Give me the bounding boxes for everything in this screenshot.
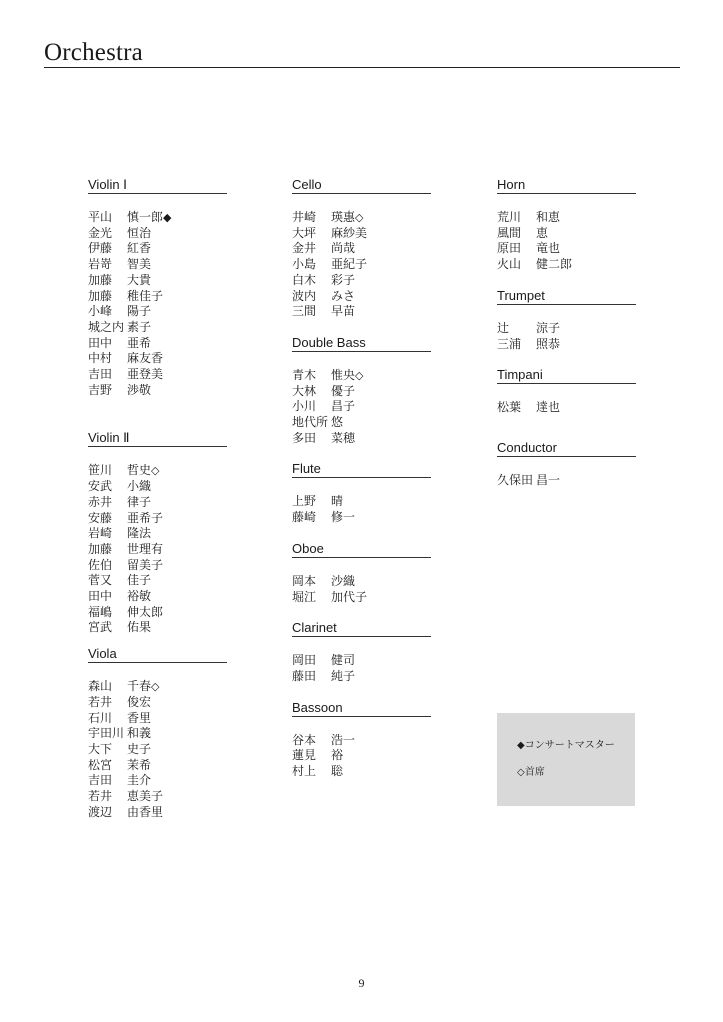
member-given-name: 麻友香	[127, 351, 164, 366]
member-list	[497, 210, 636, 273]
member-surname: 井崎	[292, 210, 317, 224]
concertmaster-mark: ◆	[163, 211, 172, 224]
member-given-name: 聡	[331, 764, 344, 779]
member-list	[292, 733, 431, 780]
member-row	[292, 289, 431, 305]
member-given-name: 慎一郎	[127, 210, 164, 224]
member-given-name: 陽子	[127, 304, 152, 319]
section-2	[88, 646, 227, 820]
member-surname: 荒川	[497, 210, 522, 224]
member-given-name: 史子	[127, 741, 152, 756]
member-surname: 谷本	[292, 732, 317, 747]
member-list	[292, 653, 431, 684]
member-row	[88, 479, 227, 495]
member-given-name: 照恭	[536, 336, 561, 351]
member-row	[88, 711, 227, 727]
section-1	[292, 335, 431, 447]
member-given-name: 茉希	[127, 757, 152, 772]
member-given-name: 竜也	[536, 241, 561, 256]
member-surname: 上野	[292, 494, 317, 509]
section-heading: Double Bass	[292, 335, 431, 352]
member-given-name: 裕	[331, 748, 344, 763]
section-heading: Bassoon	[292, 700, 431, 717]
section-0	[497, 177, 636, 273]
member-surname: 田中	[88, 335, 113, 350]
member-row	[88, 304, 227, 320]
member-surname: 岩崎	[88, 526, 113, 541]
member-given-name: 惟央	[331, 367, 356, 382]
section-heading: Trumpet	[497, 288, 636, 305]
member-surname: 森山	[88, 679, 113, 694]
member-surname: 安藤	[88, 510, 113, 525]
member-row	[88, 210, 227, 226]
member-surname: 村上	[292, 764, 317, 779]
member-row	[88, 257, 227, 273]
member-row	[292, 415, 431, 431]
member-given-name: 早苗	[331, 304, 356, 319]
section-heading: Flute	[292, 461, 431, 478]
member-given-name: 達也	[536, 400, 561, 415]
member-surname: 風間	[497, 225, 522, 240]
member-surname: 城之内	[88, 319, 125, 334]
member-surname: 松葉	[497, 400, 522, 415]
member-surname: 福嶋	[88, 604, 113, 619]
section-heading: Conductor	[497, 440, 636, 457]
member-list	[88, 210, 227, 398]
member-surname: 若井	[88, 789, 113, 804]
member-given-name: 和恵	[536, 210, 561, 224]
member-row	[497, 210, 636, 226]
member-surname: 吉田	[88, 367, 113, 382]
member-row	[88, 526, 227, 542]
member-row	[292, 210, 431, 226]
member-surname: 多田	[292, 430, 317, 445]
member-given-name: 修一	[331, 510, 356, 525]
member-row	[88, 336, 227, 352]
member-row	[292, 273, 431, 289]
section-2	[292, 461, 431, 525]
member-given-name: 素子	[127, 319, 152, 334]
member-given-name: 佑果	[127, 620, 152, 635]
member-given-name: 律子	[127, 494, 152, 509]
member-given-name: 由香里	[127, 804, 164, 819]
member-given-name: 昌子	[331, 399, 356, 414]
member-row	[88, 367, 227, 383]
member-given-name: 涼子	[536, 320, 561, 335]
member-given-name: 純子	[331, 668, 356, 683]
member-surname: 辻	[497, 320, 510, 335]
section-4	[292, 620, 431, 684]
section-heading: Timpani	[497, 367, 636, 384]
member-row	[88, 695, 227, 711]
member-surname: 松宮	[88, 757, 113, 772]
section-1	[497, 288, 636, 352]
member-surname: 笹川	[88, 463, 113, 478]
member-given-name: 渉敬	[127, 382, 152, 397]
member-given-name: 哲史	[127, 463, 152, 478]
member-surname: 吉野	[88, 382, 113, 397]
member-row	[88, 511, 227, 527]
member-given-name: 加代子	[331, 589, 368, 604]
member-given-name: 麻紗美	[331, 225, 368, 240]
member-surname: 田中	[88, 589, 113, 604]
member-given-name: 健二郎	[536, 257, 573, 272]
member-surname: 伊藤	[88, 241, 113, 256]
member-row	[88, 558, 227, 574]
member-list	[497, 400, 636, 416]
member-row	[497, 226, 636, 242]
member-surname: 中村	[88, 351, 113, 366]
member-row	[292, 384, 431, 400]
member-surname: 渡辺	[88, 804, 113, 819]
column-strings	[88, 177, 227, 821]
member-given-name: 亜紀子	[331, 257, 368, 272]
member-given-name: 俊宏	[127, 694, 152, 709]
member-row	[292, 368, 431, 384]
member-surname: 久保田	[497, 472, 534, 487]
member-row	[88, 620, 227, 636]
member-given-name: 亜希子	[127, 510, 164, 525]
member-row	[497, 257, 636, 273]
member-given-name: 世理有	[127, 541, 164, 556]
member-given-name: 亜登美	[127, 367, 164, 382]
member-surname: 金井	[292, 241, 317, 256]
member-given-name: 千春	[127, 679, 152, 694]
member-row	[292, 748, 431, 764]
member-given-name: 彩子	[331, 272, 356, 287]
member-surname: 菅又	[88, 573, 113, 588]
member-given-name: 和義	[127, 726, 152, 741]
section-5	[292, 700, 431, 780]
member-row	[88, 789, 227, 805]
member-row	[292, 494, 431, 510]
member-row	[292, 764, 431, 780]
member-surname: 堀江	[292, 589, 317, 604]
member-given-name: 小織	[127, 479, 152, 494]
member-row	[292, 304, 431, 320]
column-brass-percussion-conductor	[497, 177, 636, 489]
member-row	[292, 653, 431, 669]
member-surname: 金光	[88, 225, 113, 240]
section-heading: Cello	[292, 177, 431, 194]
member-row	[88, 495, 227, 511]
member-row	[497, 473, 636, 489]
member-surname: 赤井	[88, 494, 113, 509]
page-number: 9	[358, 976, 365, 990]
section-heading: Violin Ⅰ	[88, 177, 227, 194]
member-surname: 蓮見	[292, 748, 317, 763]
member-surname: 原田	[497, 241, 522, 256]
member-list	[88, 463, 227, 636]
member-row	[88, 589, 227, 605]
legend-concertmaster: ◆コンサートマスター	[517, 740, 615, 751]
member-row	[292, 257, 431, 273]
member-surname: 岩嵜	[88, 257, 113, 272]
section-3	[292, 541, 431, 605]
member-surname: 大坪	[292, 225, 317, 240]
member-row	[88, 758, 227, 774]
member-given-name: 稚佳子	[127, 288, 164, 303]
member-given-name: みさ	[331, 288, 356, 303]
member-given-name: 香里	[127, 710, 152, 725]
member-row	[88, 773, 227, 789]
member-row	[292, 399, 431, 415]
member-list	[292, 368, 431, 447]
section-heading: Viola	[88, 646, 227, 663]
member-list	[88, 679, 227, 820]
member-surname: 青木	[292, 367, 317, 382]
column-low-strings-woodwinds	[292, 177, 431, 780]
member-given-name: 瑛惠	[331, 210, 356, 224]
legend-principal: ◇首席	[517, 767, 545, 778]
member-surname: 小川	[292, 399, 317, 414]
member-row	[88, 241, 227, 257]
member-surname: 波内	[292, 288, 317, 303]
member-row	[88, 351, 227, 367]
member-surname: 加藤	[88, 272, 113, 287]
title-divider	[44, 67, 680, 68]
legend-box	[497, 713, 635, 806]
page-title: Orchestra	[44, 39, 143, 66]
principal-mark: ◇	[355, 368, 364, 382]
member-row	[88, 726, 227, 742]
member-row	[88, 226, 227, 242]
principal-mark: ◇	[151, 680, 160, 694]
member-row	[88, 605, 227, 621]
member-surname: 火山	[497, 257, 522, 272]
member-given-name: 晴	[331, 494, 344, 509]
member-surname: 平山	[88, 210, 113, 224]
member-given-name: 健司	[331, 653, 356, 668]
member-row	[292, 733, 431, 749]
member-row	[88, 679, 227, 695]
section-0	[292, 177, 431, 320]
member-given-name: 隆法	[127, 526, 152, 541]
section-heading: Oboe	[292, 541, 431, 558]
member-surname: 加藤	[88, 541, 113, 556]
member-row	[292, 241, 431, 257]
member-given-name: 紅香	[127, 241, 152, 256]
member-surname: 安武	[88, 479, 113, 494]
member-given-name: 恵	[536, 225, 549, 240]
member-surname: 宮武	[88, 620, 113, 635]
member-row	[88, 383, 227, 399]
member-given-name: 裕敏	[127, 589, 152, 604]
member-row	[497, 321, 636, 337]
member-surname: 三間	[292, 304, 317, 319]
member-given-name: 留美子	[127, 557, 164, 572]
member-row	[497, 241, 636, 257]
principal-mark: ◇	[355, 211, 364, 224]
member-surname: 岡本	[292, 573, 317, 588]
member-surname: 宇田川	[88, 726, 125, 741]
member-surname: 地代所	[292, 415, 329, 430]
section-2	[497, 367, 636, 416]
member-list	[497, 473, 636, 489]
member-row	[497, 337, 636, 353]
member-row	[88, 320, 227, 336]
member-surname: 小島	[292, 257, 317, 272]
member-given-name: 伸太郎	[127, 604, 164, 619]
member-given-name: 恵美子	[127, 789, 164, 804]
member-surname: 若井	[88, 694, 113, 709]
member-surname: 三浦	[497, 336, 522, 351]
member-given-name: 菜穂	[331, 430, 356, 445]
member-given-name: 浩一	[331, 732, 356, 747]
member-row	[88, 742, 227, 758]
member-surname: 大林	[292, 383, 317, 398]
member-given-name: 亜希	[127, 335, 152, 350]
member-given-name: 大貴	[127, 272, 152, 287]
member-surname: 吉田	[88, 773, 113, 788]
member-given-name: 優子	[331, 383, 356, 398]
section-heading: Clarinet	[292, 620, 431, 637]
member-row	[88, 542, 227, 558]
member-given-name: 尚哉	[331, 241, 356, 256]
member-surname: 白木	[292, 272, 317, 287]
member-row	[292, 590, 431, 606]
member-surname: 佐伯	[88, 557, 113, 572]
member-surname: 加藤	[88, 288, 113, 303]
member-row	[88, 805, 227, 821]
member-given-name: 悠	[331, 415, 344, 430]
member-given-name: 沙織	[331, 573, 356, 588]
member-given-name: 昌一	[536, 472, 561, 487]
section-heading: Violin Ⅱ	[88, 430, 227, 447]
member-list	[292, 210, 431, 320]
member-row	[497, 400, 636, 416]
member-list	[497, 321, 636, 352]
member-surname: 藤崎	[292, 510, 317, 525]
member-surname: 小峰	[88, 304, 113, 319]
member-list	[292, 494, 431, 525]
member-given-name: 智美	[127, 257, 152, 272]
member-row	[88, 273, 227, 289]
member-given-name: 恒治	[127, 225, 152, 240]
member-surname: 大下	[88, 741, 113, 756]
member-row	[88, 573, 227, 589]
member-given-name: 佳子	[127, 573, 152, 588]
principal-mark: ◇	[151, 464, 160, 478]
member-given-name: 圭介	[127, 773, 152, 788]
member-surname: 岡田	[292, 653, 317, 668]
member-row	[292, 574, 431, 590]
section-1	[88, 430, 227, 636]
member-row	[292, 431, 431, 447]
member-row	[292, 510, 431, 526]
member-row	[88, 463, 227, 479]
member-surname: 藤田	[292, 668, 317, 683]
member-surname: 石川	[88, 710, 113, 725]
member-row	[292, 226, 431, 242]
member-list	[292, 574, 431, 605]
member-row	[292, 669, 431, 685]
section-3	[497, 440, 636, 489]
member-row	[88, 289, 227, 305]
section-heading: Horn	[497, 177, 636, 194]
section-0	[88, 177, 227, 398]
